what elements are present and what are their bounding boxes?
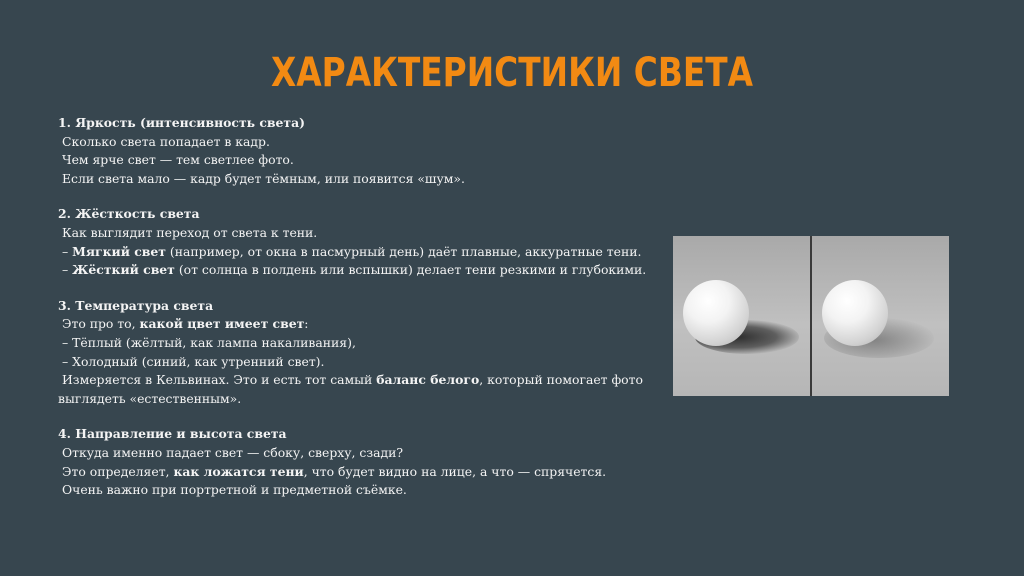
text-run: Это определяет, xyxy=(62,463,174,479)
text-line-soft-light xyxy=(58,243,678,262)
sphere xyxy=(683,280,749,346)
emphasis: как ложатся тени xyxy=(173,463,304,479)
text-line xyxy=(58,315,678,334)
dash: – xyxy=(62,262,73,278)
text-line xyxy=(58,371,678,408)
light-comparison-image xyxy=(673,236,950,396)
text-run: Это про то, xyxy=(62,316,140,332)
text-line-hard-light xyxy=(58,261,678,280)
dash: – xyxy=(62,243,73,259)
text-run: (от солнца в полдень или вспышки) делает тени резкими и глубокими. xyxy=(174,262,647,278)
text-line: Очень важно при портретной и предметной съёмке. xyxy=(62,482,407,498)
content-text xyxy=(58,114,678,517)
section-temperature xyxy=(58,297,678,409)
slide-title: ХАРАКТЕРИСТИКИ СВЕТА xyxy=(270,50,753,96)
emphasis: Мягкий свет xyxy=(72,243,166,259)
text-run: : xyxy=(304,316,309,332)
soft-shadow-sphere-panel xyxy=(812,236,949,396)
section-direction xyxy=(58,425,678,499)
emphasis: баланс белого xyxy=(376,372,480,388)
text-line: Сколько света попадает в кадр. xyxy=(62,133,270,149)
text-line: Если света мало — кадр будет тёмным, или появится «шум». xyxy=(62,170,465,186)
section-heading: 2. Жёсткость света xyxy=(58,206,200,222)
section-hardness xyxy=(58,205,678,279)
section-heading: 4. Направление и высота света xyxy=(58,426,287,442)
emphasis: Жёсткий свет xyxy=(72,262,175,278)
section-heading: 1. Яркость (интенсивность света) xyxy=(58,115,305,130)
text-line: – Холодный (синий, как утренний свет). xyxy=(62,353,325,369)
text-run: Измеряется в Кельвинах. Это и есть тот самый xyxy=(62,372,377,388)
text-line: Чем ярче свет — тем светлее фото. xyxy=(62,152,294,168)
text-line xyxy=(58,463,678,482)
emphasis: какой цвет имеет свет xyxy=(139,316,305,332)
text-run: (например, от окна в пасмурный день) даёт плавные, аккуратные тени. xyxy=(165,243,642,259)
sphere xyxy=(822,280,888,346)
text-line: – Тёплый (жёлтый, как лампа накаливания), xyxy=(62,334,356,350)
text-line: Откуда именно падает свет — сбоку, сверху, сзади? xyxy=(62,444,404,460)
text-run: , который помогает фото выглядеть «естественным». xyxy=(58,372,643,406)
section-heading: 3. Температура света xyxy=(58,297,214,313)
section-brightness xyxy=(58,114,678,188)
hard-shadow-sphere-panel xyxy=(673,236,810,396)
text-line: Как выглядит переход от света к тени. xyxy=(62,224,318,240)
text-run: , что будет видно на лице, а что — спрячется. xyxy=(303,463,607,479)
